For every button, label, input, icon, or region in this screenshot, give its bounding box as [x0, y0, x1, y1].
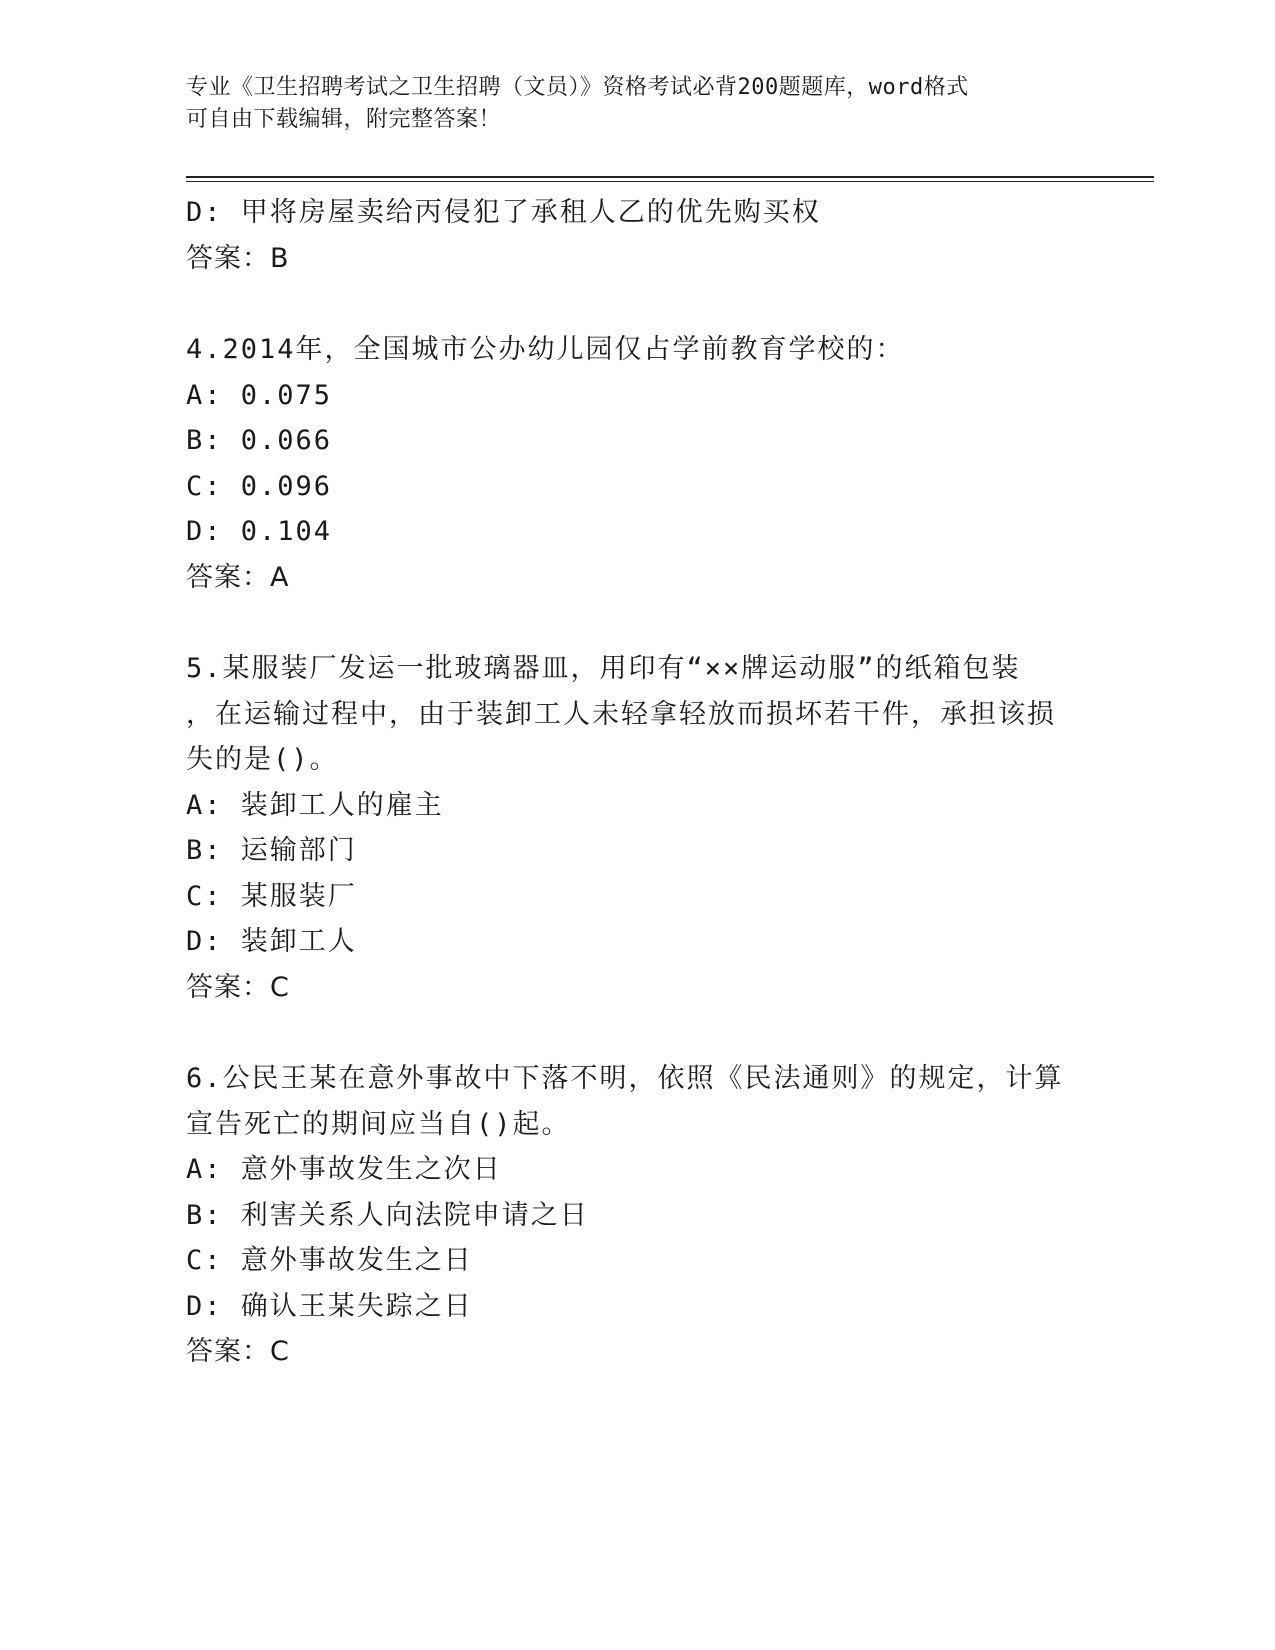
header-title-line-2: 可自由下载编辑，附完整答案！: [186, 107, 502, 132]
header-title-line-1: 专业《卫生招聘考试之卫生招聘（文员）》资格考试必背200题题库，word格式: [186, 75, 969, 100]
previous-question-tail: [186, 190, 1086, 281]
question-6: [186, 1056, 1086, 1375]
answer-line: 答案：C: [186, 1336, 290, 1367]
header-divider-thick: [186, 176, 1154, 178]
question-stem: 宣告死亡的期间应当自()起。: [186, 1108, 571, 1140]
question-stem: 6.公民王某在意外事故中下落不明，依照《民法通则》的规定，计算: [186, 1063, 1064, 1094]
option-b: B: 利害关系人向法院申请之日: [186, 1199, 589, 1231]
option-d: D: 0.104: [186, 516, 333, 547]
option-c: C: 意外事故发生之日: [186, 1245, 473, 1276]
option-d: D: 装卸工人: [186, 926, 357, 957]
header-divider-thin: [186, 181, 1154, 182]
question-stem: 失的是()。: [186, 744, 339, 775]
option-c: C: 某服装厂: [186, 880, 357, 912]
document-header: [186, 72, 1066, 136]
question-stem: ，在运输过程中，由于装卸工人未轻拿轻放而损坏若干件，承担该损: [186, 698, 1056, 730]
answer-line: 答案：A: [186, 561, 290, 593]
option-b: B: 0.066: [186, 425, 333, 456]
question-stem: 5.某服装厂发运一批玻璃器皿，用印有“××牌运动服”的纸箱包装: [186, 653, 1021, 684]
question-5: [186, 646, 1086, 1010]
question-stem: 4.2014年，全国城市公办幼儿园仅占学前教育学校的：: [186, 334, 905, 365]
question-4: [186, 327, 1086, 600]
question-content: [186, 190, 1086, 1375]
option-d: D: 甲将房屋卖给丙侵犯了承租人乙的优先购买权: [186, 197, 821, 228]
answer-line: 答案：B: [186, 242, 290, 274]
option-a: A: 0.075: [186, 379, 333, 411]
option-c: C: 0.096: [186, 470, 333, 502]
option-b: B: 运输部门: [186, 835, 357, 866]
option-a: A: 意外事故发生之次日: [186, 1154, 502, 1185]
answer-line: 答案：C: [186, 971, 290, 1003]
option-a: A: 装卸工人的雇主: [186, 789, 444, 821]
option-d: D: 确认王某失踪之日: [186, 1290, 473, 1322]
